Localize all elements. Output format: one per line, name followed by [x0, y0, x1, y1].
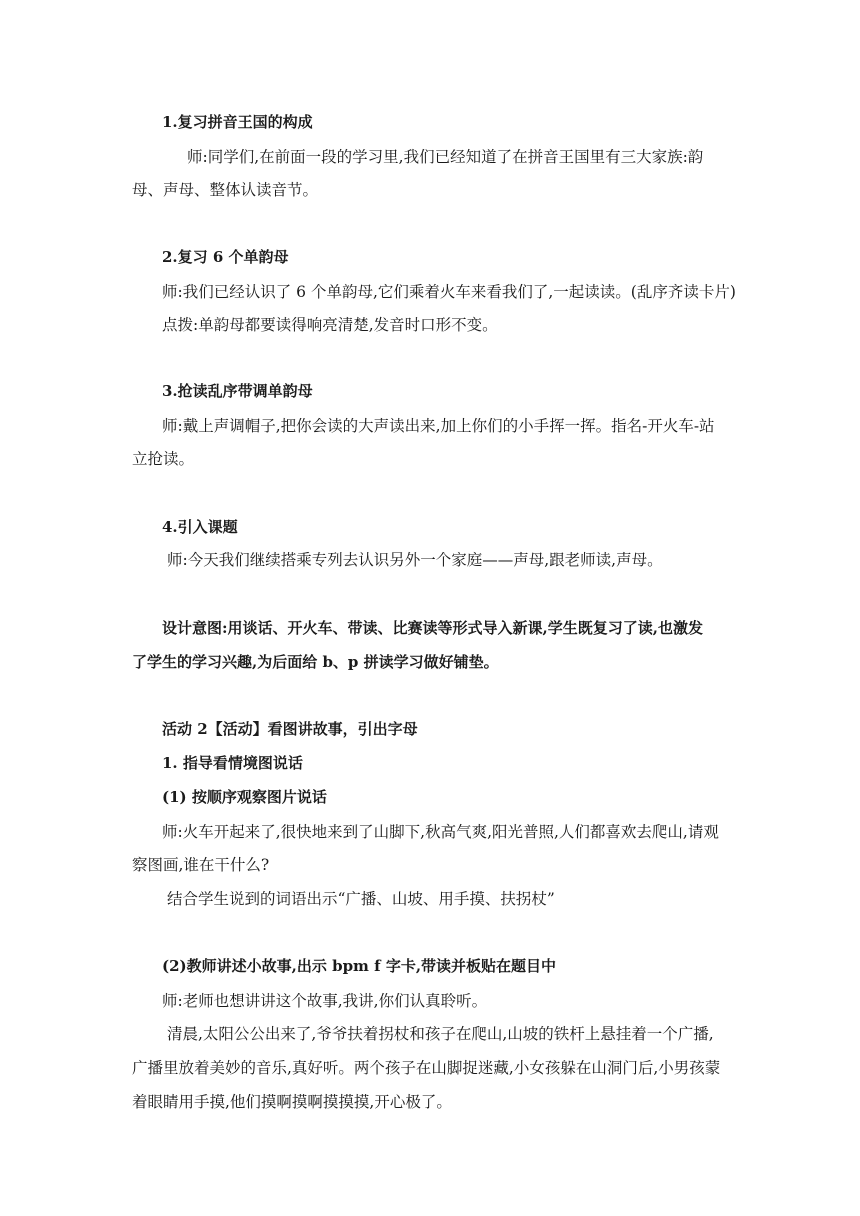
design-intent-line: 设计意图:用谈话、开火车、带读、比赛读等形式导入新课,学生既复习了读,也激发 [162, 619, 703, 637]
subheading: (1) 按顺序观察图片说话 [162, 788, 327, 806]
paragraph-line: 师:老师也想讲讲这个故事,我讲,你们认真聆听。 [162, 992, 488, 1010]
paragraph-line: 母、声母、整体认读音节。 [132, 181, 319, 199]
paragraph-line: 师:火车开起来了,很快地来到了山脚下,秋高气爽,阳光普照,人们都喜欢去爬山,请观 [162, 823, 719, 841]
paragraph-line: 师:同学们,在前面一段的学习里,我们已经知道了在拼音王国里有三大家族:韵 [187, 148, 704, 166]
heading-3: 3.抢读乱序带调单韵母 [162, 382, 313, 400]
paragraph-line: 点拨:单韵母都要读得响亮清楚,发音时口形不变。 [162, 316, 498, 334]
paragraph-line: 清晨,太阳公公出来了,爷爷扶着拐杖和孩子在爬山,山坡的铁杆上悬挂着一个广播, [167, 1025, 714, 1043]
subheading: (2)教师讲述小故事,出示 bpm f 字卡,带读并板贴在题目中 [162, 957, 557, 975]
activity-title: 活动 2【活动】看图讲故事，引出字母 [162, 720, 418, 738]
paragraph-line: 师:今天我们继续搭乘专列去认识另外一个家庭——声母,跟老师读,声母。 [167, 551, 663, 569]
heading-2: 2.复习 6 个单韵母 [162, 248, 289, 266]
heading-4: 4.引入课题 [162, 518, 238, 536]
paragraph-line: 立抢读。 [132, 450, 195, 468]
subheading: 1. 指导看情境图说话 [162, 754, 303, 772]
paragraph-line: 师:戴上声调帽子,把你会读的大声读出来,加上你们的小手挥一挥。指名-开火车-站 [162, 417, 715, 435]
design-intent-line: 了学生的学习兴趣,为后面给 b、p 拼读学习做好铺垫。 [132, 653, 499, 671]
paragraph-line: 广播里放着美妙的音乐,真好听。两个孩子在山脚捉迷藏,小女孩躲在山洞门后,小男孩蒙 [132, 1059, 721, 1077]
paragraph-line: 察图画,谁在干什么? [132, 856, 270, 874]
paragraph-line: 结合学生说到的词语出示“广播、山坡、用手摸、扶拐杖” [167, 890, 555, 908]
paragraph-line: 着眼睛用手摸,他们摸啊摸啊摸摸摸,开心极了。 [132, 1093, 452, 1111]
paragraph-line: 师:我们已经认识了 6 个单韵母,它们乘着火车来看我们了,一起读读。(乱序齐读卡片) [162, 283, 736, 301]
heading-1: 1.复习拼音王国的构成 [162, 113, 313, 131]
